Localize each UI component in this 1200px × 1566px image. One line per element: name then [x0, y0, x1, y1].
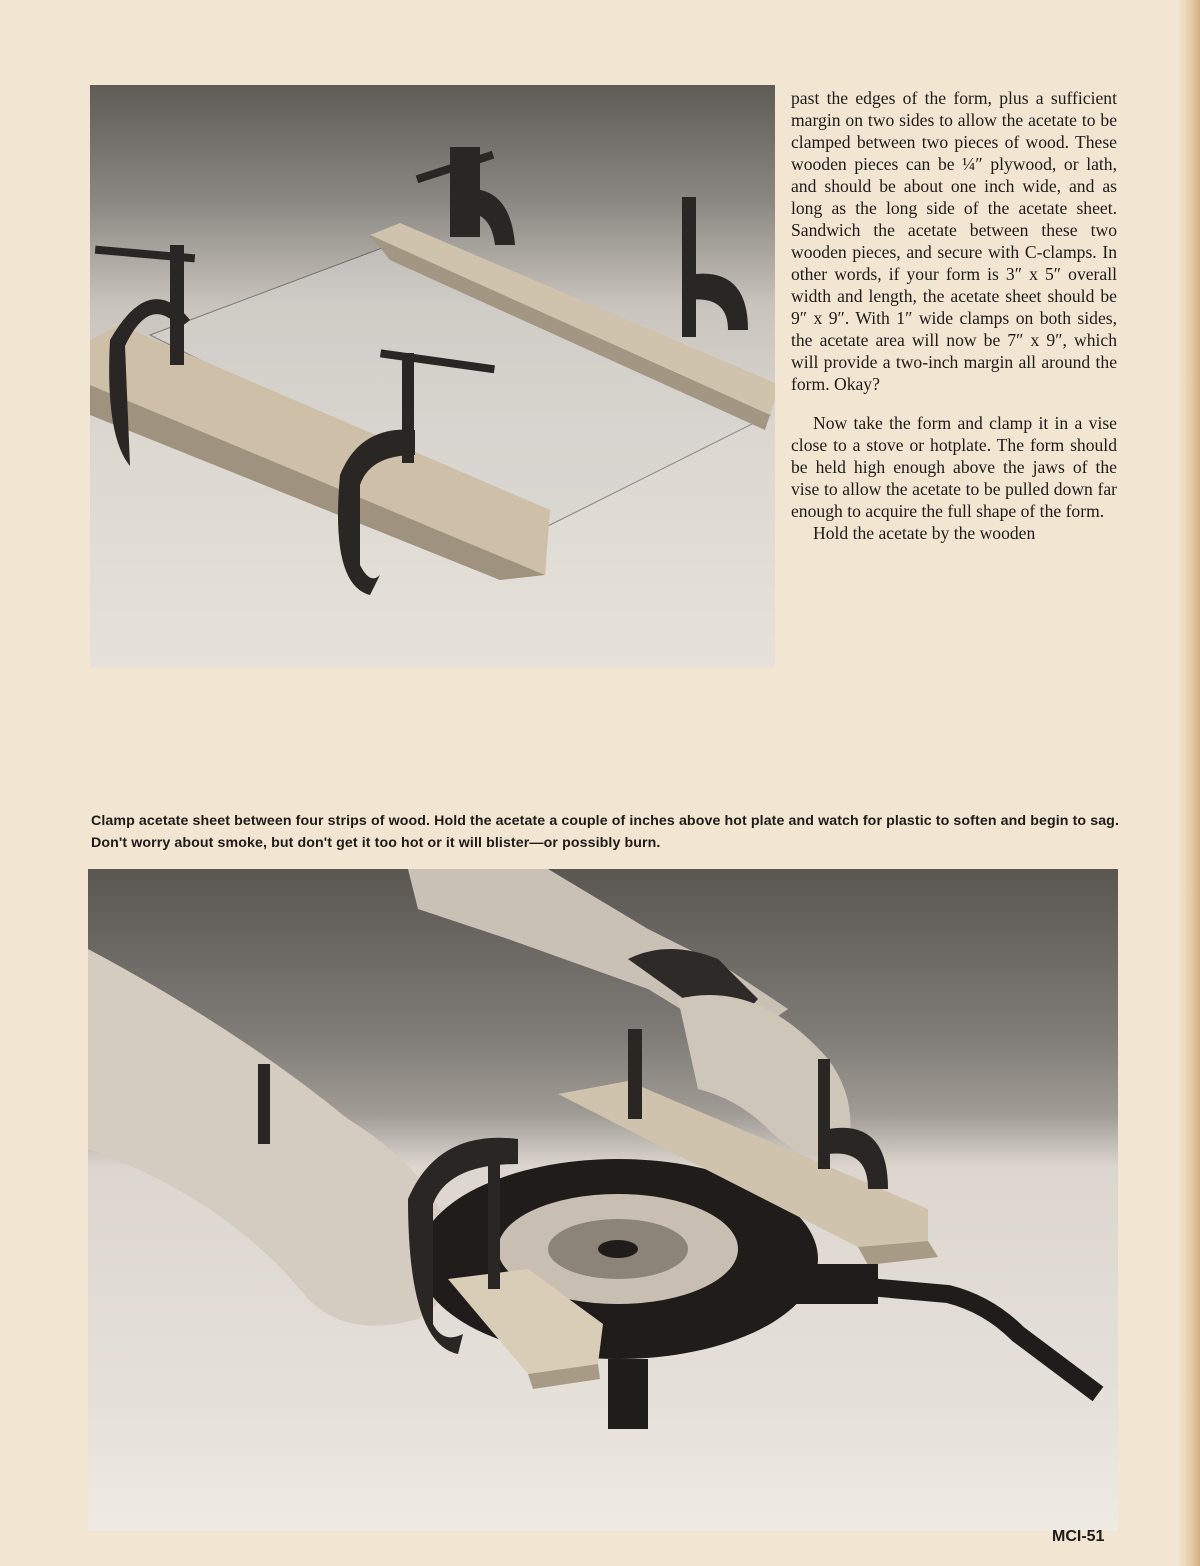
- photo-clamped-acetate-illustration: [90, 85, 775, 667]
- article-paragraph: Now take the form and clamp it in a vise close to a stove or hotplate. The form should be held high enough above the jaws of the vise to allow the acetate to be pulled down far enough to acquire the full shape of the form.: [791, 413, 1117, 521]
- page-folio: MCI-51: [1052, 1528, 1105, 1545]
- photo-hot-plate-heating: [88, 869, 1118, 1531]
- photo-caption: Clamp acetate sheet between four strips of wood. Hold the acetate a couple of inches above hot plate and watch for plastic to soften and begin to sag. Don't worry about smoke, but don't get it too hot or it will blister—or possibly burn.: [91, 813, 1119, 851]
- photo-hot-plate-illustration: [88, 869, 1118, 1531]
- article-text-column: [791, 87, 1117, 561]
- article-paragraph: Hold the acetate by the wooden: [813, 523, 1036, 543]
- photo-clamped-acetate-sheet: [90, 85, 775, 667]
- article-paragraph: past the edges of the form, plus a sufficient margin on two sides to allow the acetate to be clamped between two pieces of wood. These wooden pieces can be ¼″ plywood, or lath, and should be about one inch wide, and as long as the long side of the acetate sheet. Sandwich the acetate between these two wooden pieces, and secure with C-clamps. In other words, if your form is 3″ x 5″ overall width and length, the acetate sheet should be 9″ x 9″. With 1″ wide clamps on both sides, the acetate area will now be 7″ x 9″, which will provide a two-inch margin all around the form. Okay?: [791, 88, 1117, 394]
- page-edge-shading: [1178, 0, 1200, 1566]
